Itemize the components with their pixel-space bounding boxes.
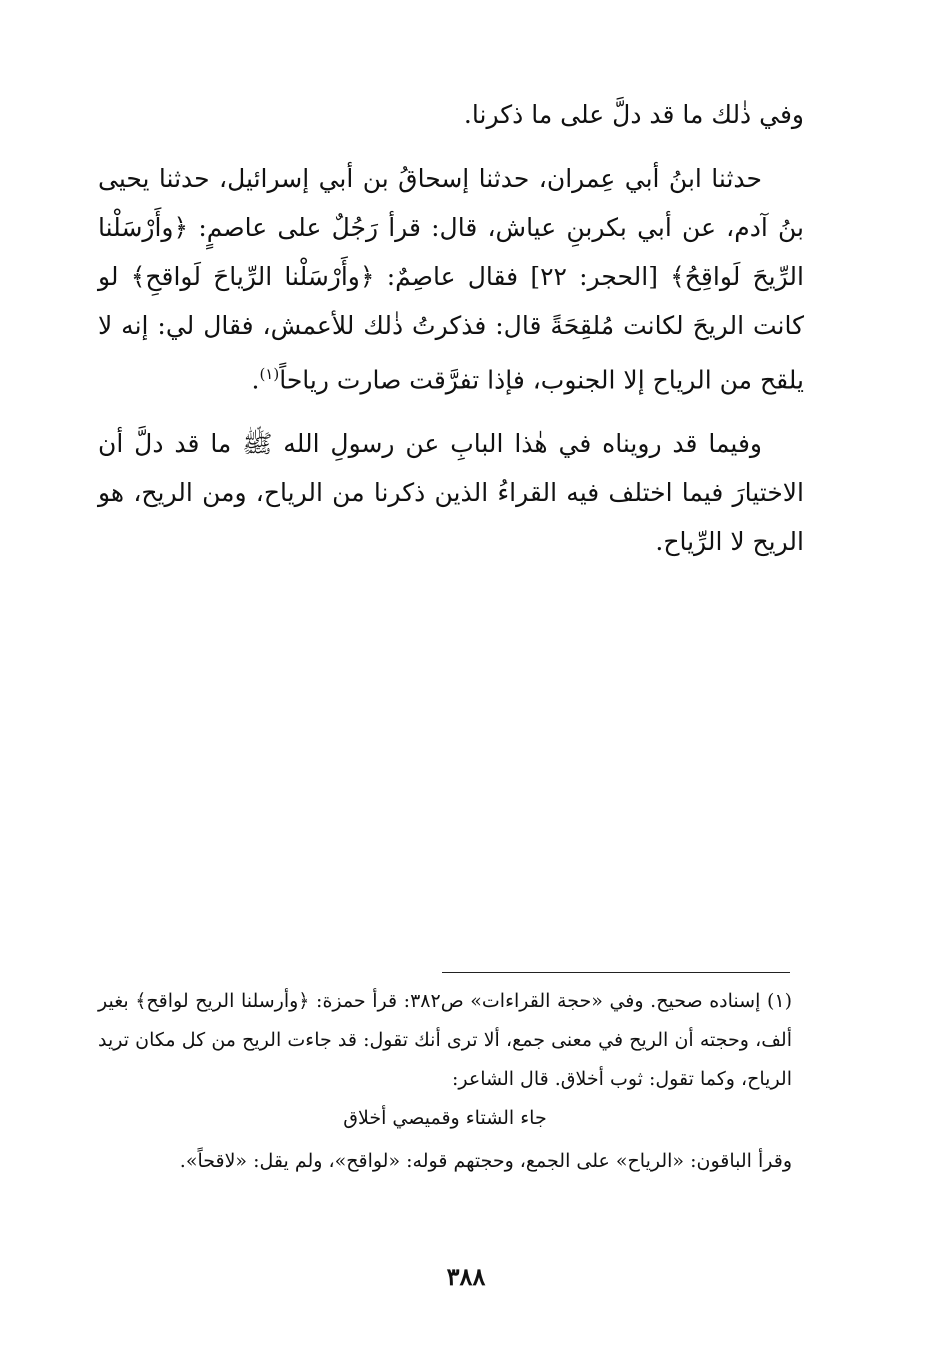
paragraph-2 <box>98 154 804 404</box>
footnote-divider <box>442 972 790 973</box>
footnote-1-continuation: وقرأ الباقون: «الرياح» على الجمع، وحجتهم قوله: «لواقح»، ولم يقل: «لاقحاً». <box>179 1150 792 1172</box>
footnote-verse: جاء الشتاء وقميصي أخلاق <box>343 1107 547 1129</box>
main-text <box>98 90 804 581</box>
footnote-1-text: (١) إسناده صحيح. وفي «حجة القراءات» ص٣٨٢: قرأ حمزة: ﴿وأرسلنا الريح لواقح﴾ بغير ألف، وحجته أن الريح في معنى جمع، ألا ترى أنك تقول: قد جاءت الريح من كل مكان تريد الرياح، وكما تقول: ثوب أخلاق. قال الشاعر: <box>98 990 792 1090</box>
paragraph-2-text: حدثنا ابنُ أبي عِمران، حدثنا إسحاقُ بن أبي إسرائيل، حدثنا يحيى بنُ آدم، عن أبي بكربنِ عياش، قال: قرأ رَجُلٌ على عاصمٍ: ﴿وأَرْسَلْنا الرِّيحَ لَواقِحُ﴾ [الحجر: ٢٢] فقال عاصِمٌ: ﴿وأَرْسَلْنا الرِّياحَ لَواقحِ﴾ لو كانت الريحَ لكانت مُلقِحَةً قال: فذكرتُ ذٰلك للأعمش، فقال لي: إنه لا يلقح من الرياح إلا الجنوب، فإذا تفرَّقت صارت رياحاً <box>98 164 804 395</box>
paragraph-1: وفي ذٰلك ما قد دلَّ على ما ذكرنا. <box>463 100 804 129</box>
paragraph-2-end: . <box>251 365 260 395</box>
paragraph-3: وفيما قد رويناه في هٰذا البابِ عن رسولِ الله ﷺ ما قد دلَّ أن الاختيارَ فيما اختلف فيه القراءُ الذين ذكرنا من الرياح، ومن الريح، هو الريح لا الرِّياح. <box>98 429 804 557</box>
page-number: ٣٨٨ <box>446 1262 486 1291</box>
footnote-marker[interactable]: (١) <box>259 365 280 383</box>
footnotes <box>98 982 792 1181</box>
